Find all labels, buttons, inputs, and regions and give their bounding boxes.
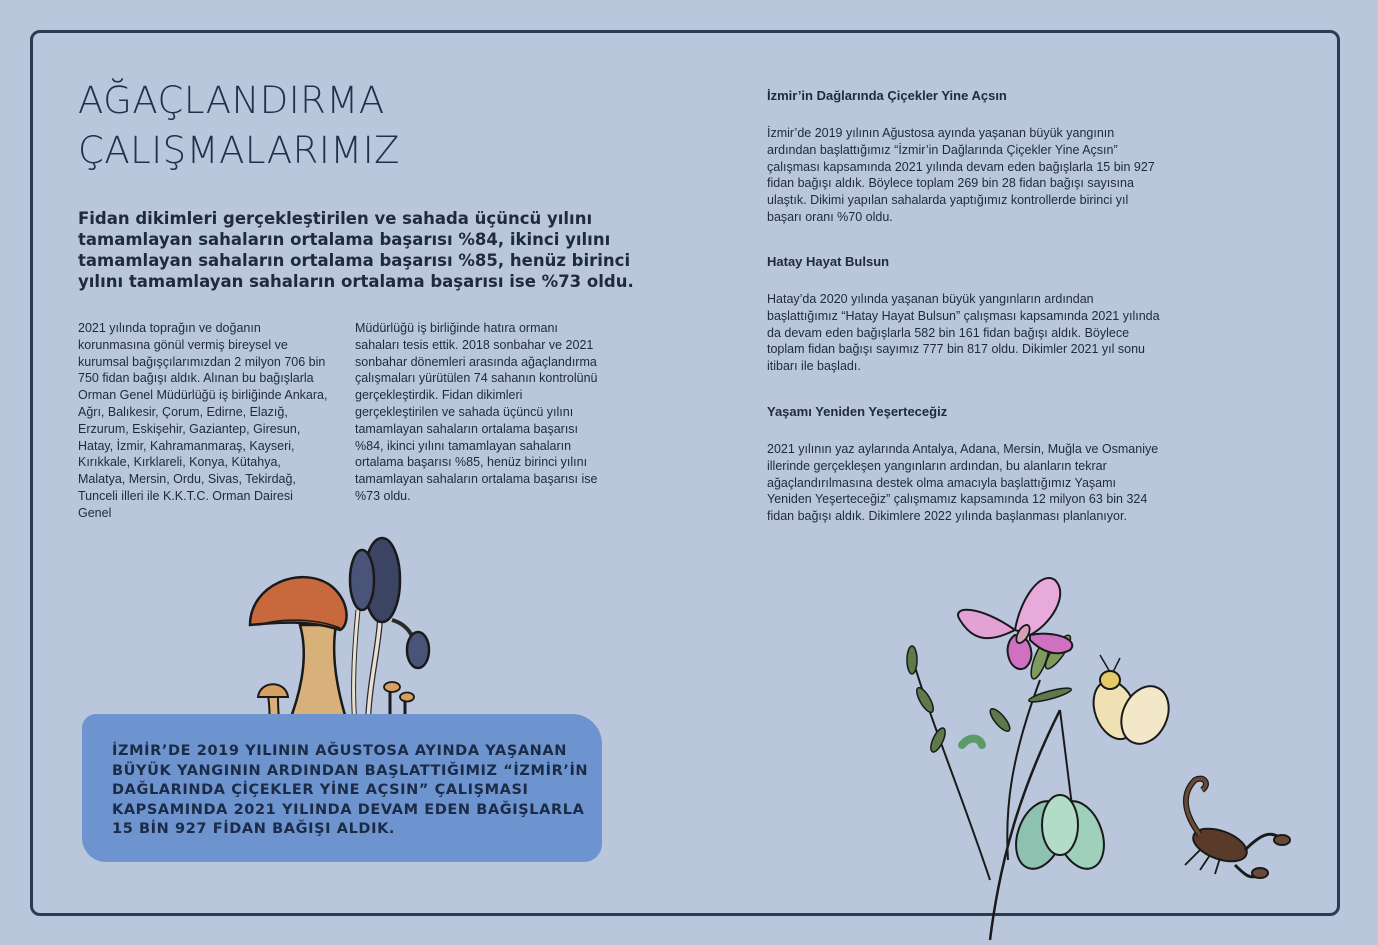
- section-hatay: [767, 254, 1167, 375]
- section-heading: İzmir’in Dağlarında Çiçekler Yine Açsın: [767, 88, 1007, 103]
- section-text: Hatay’da 2020 yılında yaşanan büyük yangınların ardından başlattığımız “Hatay Hayat Bulsun” çalışması kapsamında 2021 yılında da devam eden bağışlarla 582 bin 161 fidan bağışı aldık. Böylece toplam fidan bağışı sayımız 777 bin 817 oldu. Dikimler 2021 yıl sonu itibarı ile başladı.: [767, 292, 1160, 374]
- title-line-2: ÇALIŞMALARIMIZ: [78, 129, 400, 172]
- section-text: İzmir’de 2019 yılının Ağustosa ayında yaşanan büyük yangının ardından başlattığımız “İzmir’in Dağlarında Çiçekler Yine Açsın” çalışması kapsamında 2021 yılında devam eden bağışlarla 15 bin 927 fidan bağışı aldık. Böylece toplam 269 bin 28 fidan bağışı sayısına ulaştık. Dikimi yapılan sahalarda yaptığımız kontrollerde birinci yıl başarı oranı %70 oldu.: [767, 126, 1155, 224]
- section-heading: Yaşamı Yeniden Yeşerteceğiz: [767, 404, 948, 419]
- body-column-2: Müdürlüğü iş birliğinde hatıra ormanı sahaları tesis ettik. 2018 sonbahar ve 2021 sonbahar dönemleri arasında ağaçlandırma çalışmaları yürütülen 74 sahanın kontrolünü gerçekleştirdik. Fidan dikimleri gerçekleştirilen ve sahada üçüncü yılını tamamlayan sahaların ortalama başarısı %84, ikinci yılını tamamlayan sahaların ortalama başarısı %85, henüz birinci yılını tamamlayan sahaların ortalama başarısı ise %73 oldu.: [355, 321, 598, 503]
- callout-text: İZMİR’DE 2019 YILININ AĞUSTOSA AYINDA YAŞANAN BÜYÜK YANGININ ARDINDAN BAŞLATTIĞIMIZ “İZMİR’İN DAĞLARINDA ÇİÇEKLER YİNE AÇSIN” ÇALIŞMASI KAPSAMINDA 2021 YILINDA DEVAM EDEN BAĞIŞLARLA 15 BİN 927 FİDAN BAĞIŞI ALDIK.: [112, 743, 589, 837]
- mushroom-illustration: [240, 530, 470, 740]
- section-yasami: [767, 404, 1167, 525]
- page-title: [78, 76, 400, 176]
- section-heading: Hatay Hayat Bulsun: [767, 254, 890, 269]
- plant-insects-illustration: [890, 560, 1310, 940]
- body-column-1: 2021 yılında toprağın ve doğanın korunmasına gönül vermiş bireysel ve kurumsal bağışçılarımızdan 2 milyon 706 bin 750 fidan bağışı aldık. Alınan bu bağışlarla Orman Genel Müdürlüğü iş birliğinde Ankara, Ağrı, Balıkesir, Çorum, Edirne, Elazığ, Erzurum, Eskişehir, Gaziantep, Giresun, Hatay, İzmir, Kahramanmaraş, Kayseri, Kırıkkale, Kırklareli, Konya, Kütahya, Malatya, Mersin, Ordu, Sivas, Tekirdağ, Tunceli illeri ile K.K.T.C. Orman Dairesi Genel: [78, 321, 328, 520]
- section-izmir: [767, 88, 1167, 226]
- section-text: 2021 yılının yaz aylarında Antalya, Adana, Mersin, Muğla ve Osmaniye illerinde gerçekleşen yangınların ardından, bu alanların tekrar ağaçlandırılmasına destek olma amacıyla başlattığımız Yaşamı Yeniden Yeşerteceğiz” çalışmamız kapsamında 12 milyon 63 bin 324 fidan bağışı aldık. Dikimlere 2022 yılında başlanması planlanıyor.: [767, 442, 1159, 524]
- callout-box: [82, 714, 602, 862]
- lead-paragraph: Fidan dikimleri gerçekleştirilen ve sahada üçüncü yılını tamamlayan sahaların ortalama başarısı %84, ikinci yılını tamamlayan sahaların ortalama başarısı %85, henüz birinci yılını tamamlayan sahaların ortalama başarısı ise %73 oldu.: [78, 209, 634, 291]
- title-line-1: AĞAÇLANDIRMA: [78, 79, 385, 122]
